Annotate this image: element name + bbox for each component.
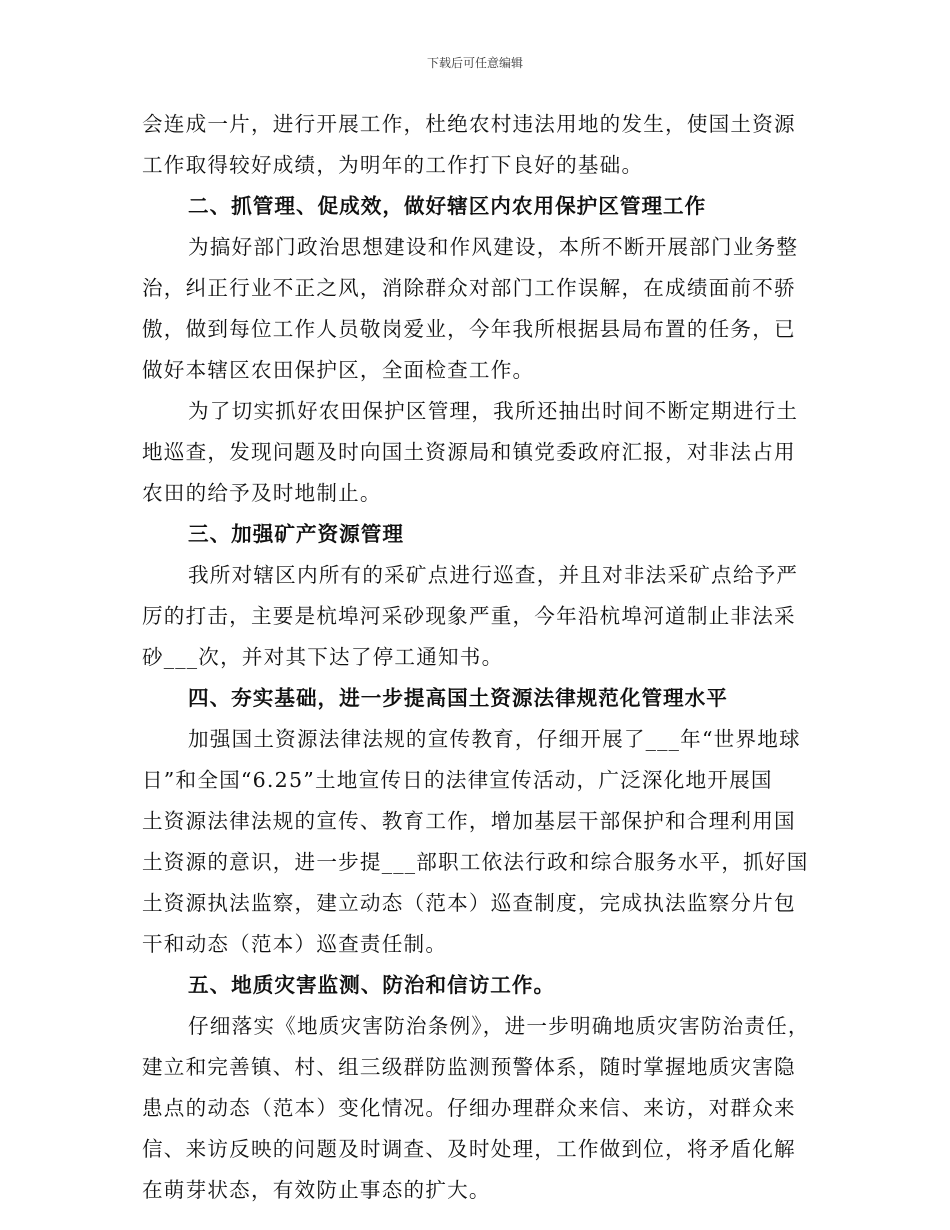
body-line: 我所对辖区内所有的采矿点进行巡查，并且对非法采矿点给予严: [188, 563, 799, 587]
body-line: 会连成一片，进行开展工作，杜绝农村违法用地的发生，使国土资源: [142, 112, 796, 136]
body-line: 土资源的意识，进一步提___部职工依法行政和综合服务水平，抓好国: [142, 850, 809, 874]
body-line: 仔细落实《地质灾害防治条例》，进一步明确地质灾害防治责任，: [188, 1014, 810, 1038]
body-line: 在萌芽状态，有效防止事态的扩大。: [142, 1178, 491, 1202]
body-line: 信、来访反映的问题及时调查、及时处理，工作做到位，将矛盾化解: [142, 1137, 796, 1161]
body-line: 地巡查，发现问题及时向国土资源局和镇党委政府汇报，对非法占用: [142, 440, 796, 464]
body-line: 为搞好部门政治思想建设和作风建设，本所不断开展部门业务整: [188, 235, 799, 259]
body-line: 治，纠正行业不正之风，消除群众对部门工作误解，在成绩面前不骄: [142, 276, 796, 300]
body-line: 加强国土资源法律法规的宣传教育，仔细开展了___年“世界地球: [188, 727, 801, 751]
section-heading-5: 五、地质灾害监测、防治和信访工作。: [188, 973, 556, 997]
body-line: 傲，做到每位工作人员敬岗爱业，今年我所根据县局布置的任务，已: [142, 317, 796, 341]
body-line: 为了切实抓好农田保护区管理，我所还抽出时间不断定期进行土: [188, 399, 799, 423]
body-line: 干和动态（范本）巡查责任制。: [142, 932, 448, 956]
section-heading-4: 四、夯实基础，进一步提高国土资源法律规范化管理水平: [188, 686, 728, 710]
body-line: 砂___次，并对其下达了停工通知书。: [142, 645, 504, 669]
section-heading-2: 二、抓管理、促成效，做好辖区内农用保护区管理工作: [188, 194, 707, 218]
body-line: 工作取得较好成绩，为明年的工作打下良好的基础。: [142, 153, 644, 177]
body-line: 患点的动态（范本）变化情况。仔细办理群众来信、来访，对群众来: [142, 1096, 796, 1120]
body-line: 厉的打击，主要是杭埠河采砂现象严重，今年沿杭埠河道制止非法采: [142, 604, 796, 628]
section-heading-3: 三、加强矿产资源管理: [188, 522, 404, 546]
page-header: 下载后可任意编辑: [426, 56, 523, 70]
body-line: 农田的给予及时地制止。: [142, 481, 382, 505]
body-line: 土资源执法监察，建立动态（范本）巡查制度，完成执法监察分片包: [142, 891, 796, 915]
body-line: 土资源法律法规的宣传、教育工作，增加基层干部保护和合理利用国: [142, 809, 796, 833]
document-body: [142, 104, 810, 1211]
body-line: 日”和全国“6.25”土地宣传日的法律宣传活动，广泛深化地开展国: [142, 768, 773, 792]
body-line: 做好本辖区农田保护区，全面检查工作。: [142, 358, 535, 382]
body-line: 建立和完善镇、村、组三级群防监测预警体系，随时掌握地质灾害隐: [142, 1055, 796, 1079]
